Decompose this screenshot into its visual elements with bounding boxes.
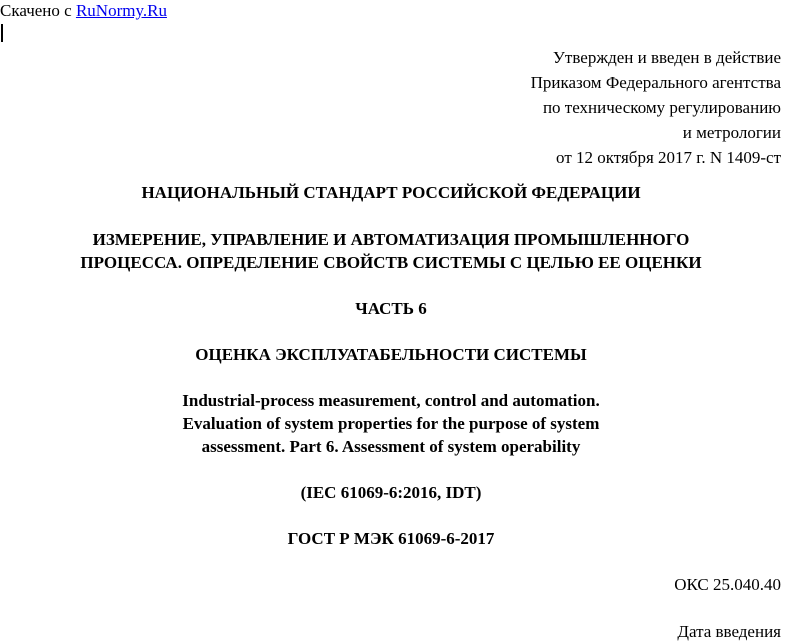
standard-title-ru	[0, 228, 782, 274]
part-title: ОЦЕНКА ЭКСПЛУАТАБЕЛЬНОСТИ СИСТЕМЫ	[195, 345, 587, 364]
approval-block	[531, 45, 781, 170]
approval-line: по техническому регулированию	[542, 98, 781, 117]
approval-line: и метрологии	[682, 123, 781, 142]
gost-number: ГОСТ Р МЭК 61069-6-2017	[287, 529, 495, 548]
source-prefix: Скачено с	[0, 1, 72, 20]
approval-line: от 12 октября 2017 г. N 1409-ст	[556, 148, 781, 167]
standard-title-en-line: Industrial-process measurement, control and automation.	[182, 391, 600, 410]
standard-title-en	[0, 389, 782, 458]
source-line	[0, 0, 167, 22]
intro-date-label: Дата введения	[677, 622, 781, 641]
national-standard-title: НАЦИОНАЛЬНЫЙ СТАНДАРТ РОССИЙСКОЙ ФЕДЕРАЦИИ	[141, 183, 641, 202]
approval-line: Утвержден и введен в действие	[552, 48, 781, 67]
iec-reference: (IEC 61069-6:2016, IDT)	[300, 483, 482, 502]
approval-line: Приказом Федерального агентства	[530, 73, 781, 92]
okc-code: ОКС 25.040.40	[674, 575, 781, 594]
standard-title-ru-line: ИЗМЕРЕНИЕ, УПРАВЛЕНИЕ И АВТОМАТИЗАЦИЯ ПРОМЫШЛЕННОГО	[92, 230, 690, 249]
runormy-link[interactable]: RuNormy.Ru	[75, 1, 167, 20]
standard-title-ru-line: ПРОЦЕССА. ОПРЕДЕЛЕНИЕ СВОЙСТВ СИСТЕМЫ С ЦЕЛЬЮ ЕЕ ОЦЕНКИ	[80, 253, 702, 272]
part-number: ЧАСТЬ 6	[355, 299, 427, 318]
text-cursor	[1, 24, 3, 42]
standard-title-en-line: assessment. Part 6. Assessment of system operability	[201, 437, 581, 456]
standard-title-en-line: Evaluation of system properties for the purpose of system	[182, 414, 600, 433]
